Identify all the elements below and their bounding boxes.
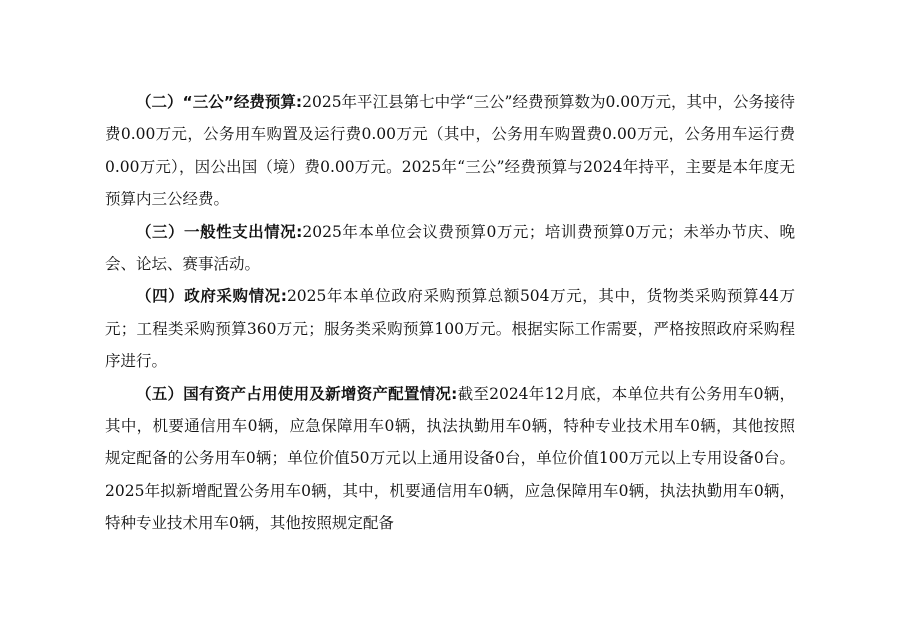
section-text: 截至2024年12月底，本单位共有公务用车0辆，其中，机要通信用车0辆，应急保障用车0辆，执法执勤用车0辆，特种专业技术用车0辆，其他按照规定配备的公务用车0辆；单位价值50万元以上通用设备0台，单位价值100万元以上专用设备0台。2025年拟新增配置公务用车0辆，其中，机要通信用车0辆，应急保障用车0辆，执法执勤用车0辆，特种专业技术用车0辆，其他按照规定配备 <box>105 384 795 533</box>
paragraph-general-expenditure <box>105 216 795 281</box>
document-body <box>105 86 795 540</box>
section-heading: （二）“三公”经费预算: <box>136 93 303 111</box>
section-heading: （三）一般性支出情况: <box>136 222 303 241</box>
section-heading: （五）国有资产占用使用及新增资产配置情况: <box>136 384 458 403</box>
paragraph-government-procurement <box>105 280 795 377</box>
paragraph-state-assets <box>105 378 795 540</box>
section-text: 2025年平江县第七中学“三公”经费预算数为0.00万元，其中，公务接待费0.00万元，公务用车购置及运行费0.00万元（其中，公务用车购置费0.00万元，公务用车运行费0.00万元），因公出国（境）费0.00万元。2025年“三公”经费预算与2024年持平，主要是本年度无预算内三公经费。 <box>105 93 795 209</box>
section-heading: （四）政府采购情况: <box>136 287 287 306</box>
paragraph-san-gong-budget <box>105 86 795 216</box>
section-text: 2025年本单位会议费预算0万元；培训费预算0万元；未举办节庆、晚会、论坛、赛事活动。 <box>105 222 796 274</box>
section-text: 2025年本单位政府采购预算总额504万元，其中，货物类采购预算44万元；工程类采购预算360万元；服务类采购预算100万元。根据实际工作需要，严格按照政府采购程序进行。 <box>105 287 795 371</box>
